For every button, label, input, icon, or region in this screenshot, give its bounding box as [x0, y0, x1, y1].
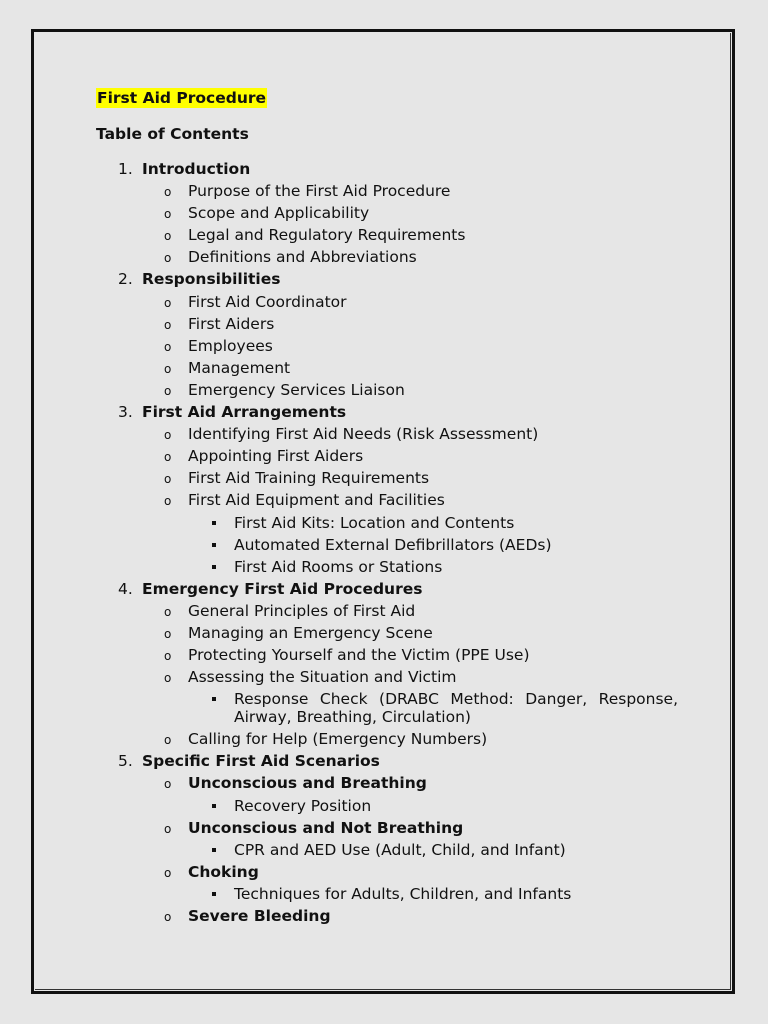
subsection-label: Unconscious and Not Breathing	[188, 818, 464, 837]
subsection-item	[142, 622, 678, 644]
sub-subsection-label: Techniques for Adults, Children, and Infants	[234, 884, 572, 903]
sub-subsection-list	[188, 839, 678, 861]
section-title: First Aid Arrangements	[142, 403, 347, 422]
circle-bullet-icon: o	[164, 671, 172, 686]
circle-bullet-icon: o	[164, 185, 172, 200]
subsection-label: Management	[188, 358, 291, 377]
subsection-list	[142, 291, 678, 401]
square-bullet-icon	[212, 804, 216, 808]
circle-bullet-icon: o	[164, 604, 172, 619]
subsection-item	[142, 335, 678, 357]
sub-subsection-label: CPR and AED Use (Adult, Child, and Infant)	[234, 840, 566, 859]
section-title: Responsibilities	[142, 270, 281, 289]
section-number: 5.	[118, 752, 133, 771]
square-bullet-icon	[212, 543, 216, 547]
subsection-label: General Principles of First Aid	[188, 601, 416, 620]
square-bullet-icon	[212, 892, 216, 896]
sub-subsection-item	[188, 534, 678, 556]
subsection-item	[142, 905, 678, 927]
circle-bullet-icon: o	[164, 733, 172, 748]
circle-bullet-icon: o	[164, 229, 172, 244]
toc-section	[96, 268, 678, 401]
circle-bullet-icon: o	[164, 295, 172, 310]
section-title: Emergency First Aid Procedures	[142, 579, 423, 598]
subsection-item	[142, 817, 678, 861]
circle-bullet-icon: o	[164, 910, 172, 924]
subsection-item	[142, 224, 678, 246]
subsection-label: Assessing the Situation and Victim	[188, 668, 457, 687]
toc-section	[96, 401, 678, 578]
document-content	[96, 88, 678, 927]
subsection-item	[142, 445, 678, 467]
circle-bullet-icon: o	[164, 649, 172, 664]
toc-section	[96, 750, 678, 927]
subsection-label: Appointing First Aiders	[188, 447, 364, 466]
subsection-label: Emergency Services Liaison	[188, 380, 405, 399]
sub-subsection-list	[188, 688, 678, 728]
subsection-item	[142, 180, 678, 202]
document-page	[31, 29, 735, 994]
subsection-item	[142, 423, 678, 445]
toc-section	[96, 578, 678, 751]
sub-subsection-label: Recovery Position	[234, 796, 372, 815]
subsection-item	[142, 357, 678, 379]
square-bullet-icon	[212, 521, 216, 525]
subsection-label: Identifying First Aid Needs (Risk Assessment)	[188, 425, 539, 444]
circle-bullet-icon: o	[164, 494, 172, 509]
subsection-item	[142, 772, 678, 816]
subsection-item	[142, 861, 678, 905]
subsection-item	[142, 644, 678, 666]
circle-bullet-icon: o	[164, 865, 172, 880]
sub-subsection-item	[188, 556, 678, 578]
sub-subsection-item	[188, 512, 678, 534]
subsection-label: First Aid Equipment and Facilities	[188, 491, 445, 510]
document-title-line	[96, 88, 678, 108]
subsection-label: Employees	[188, 336, 273, 355]
subsection-item	[142, 489, 678, 577]
subsection-label: Managing an Emergency Scene	[188, 623, 433, 642]
subsection-list	[142, 180, 678, 268]
circle-bullet-icon: o	[164, 317, 172, 332]
subsection-label: First Aiders	[188, 314, 275, 333]
sub-subsection-item	[188, 883, 678, 905]
circle-bullet-icon: o	[164, 428, 172, 443]
subsection-item	[142, 379, 678, 401]
sub-subsection-label: First Aid Rooms or Stations	[234, 557, 443, 576]
sub-subsection-item	[188, 795, 678, 817]
subsection-item	[142, 600, 678, 622]
subsection-list	[142, 423, 678, 578]
subsection-label: Purpose of the First Aid Procedure	[188, 182, 451, 201]
sub-subsection-label: First Aid Kits: Location and Contents	[234, 513, 515, 532]
subsection-item	[142, 291, 678, 313]
subsection-list	[142, 600, 678, 750]
sub-subsection-label: Response Check (DRABC Method: Danger, Response, Airway, Breathing, Circulation)	[234, 690, 678, 727]
circle-bullet-icon: o	[164, 361, 172, 376]
subsection-label: Choking	[188, 862, 259, 881]
subsection-item	[142, 666, 678, 728]
subsection-label: First Aid Training Requirements	[188, 469, 430, 488]
subsection-label: Calling for Help (Emergency Numbers)	[188, 730, 488, 749]
circle-bullet-icon: o	[164, 777, 172, 792]
sub-subsection-item	[188, 839, 678, 861]
toc-section	[96, 158, 678, 268]
subsection-label: Severe Bleeding	[188, 907, 331, 925]
square-bullet-icon	[212, 848, 216, 852]
toc-list	[96, 158, 678, 927]
subsection-label: Scope and Applicability	[188, 204, 370, 223]
circle-bullet-icon: o	[164, 207, 172, 222]
sub-subsection-label: Automated External Defibrillators (AEDs)	[234, 535, 552, 554]
circle-bullet-icon: o	[164, 383, 172, 398]
subsection-item	[142, 728, 678, 750]
subsection-label: Legal and Regulatory Requirements	[188, 226, 466, 245]
document-title: First Aid Procedure	[97, 89, 267, 107]
toc-heading: Table of Contents	[96, 125, 249, 143]
subsection-label: Unconscious and Breathing	[188, 774, 427, 793]
circle-bullet-icon: o	[164, 339, 172, 354]
subsection-item	[142, 467, 678, 489]
circle-bullet-icon: o	[164, 450, 172, 465]
square-bullet-icon	[212, 697, 216, 701]
section-number: 2.	[118, 270, 133, 289]
circle-bullet-icon: o	[164, 626, 172, 641]
section-title: Introduction	[142, 160, 251, 178]
subsection-item	[142, 313, 678, 335]
section-number: 1.	[118, 160, 133, 178]
subsection-label: Protecting Yourself and the Victim (PPE Use)	[188, 646, 530, 665]
section-number: 4.	[118, 579, 133, 598]
subsection-label: First Aid Coordinator	[188, 292, 347, 311]
circle-bullet-icon: o	[164, 251, 172, 266]
sub-subsection-item	[188, 688, 678, 728]
subsection-item	[142, 202, 678, 224]
circle-bullet-icon: o	[164, 821, 172, 836]
circle-bullet-icon: o	[164, 472, 172, 487]
section-number: 3.	[118, 403, 133, 422]
subsection-item	[142, 246, 678, 268]
subsection-list	[142, 772, 678, 927]
subsection-label: Definitions and Abbreviations	[188, 248, 417, 267]
sub-subsection-list	[188, 883, 678, 905]
sub-subsection-list	[188, 512, 678, 578]
sub-subsection-list	[188, 795, 678, 817]
section-title: Specific First Aid Scenarios	[142, 752, 380, 771]
square-bullet-icon	[212, 565, 216, 569]
